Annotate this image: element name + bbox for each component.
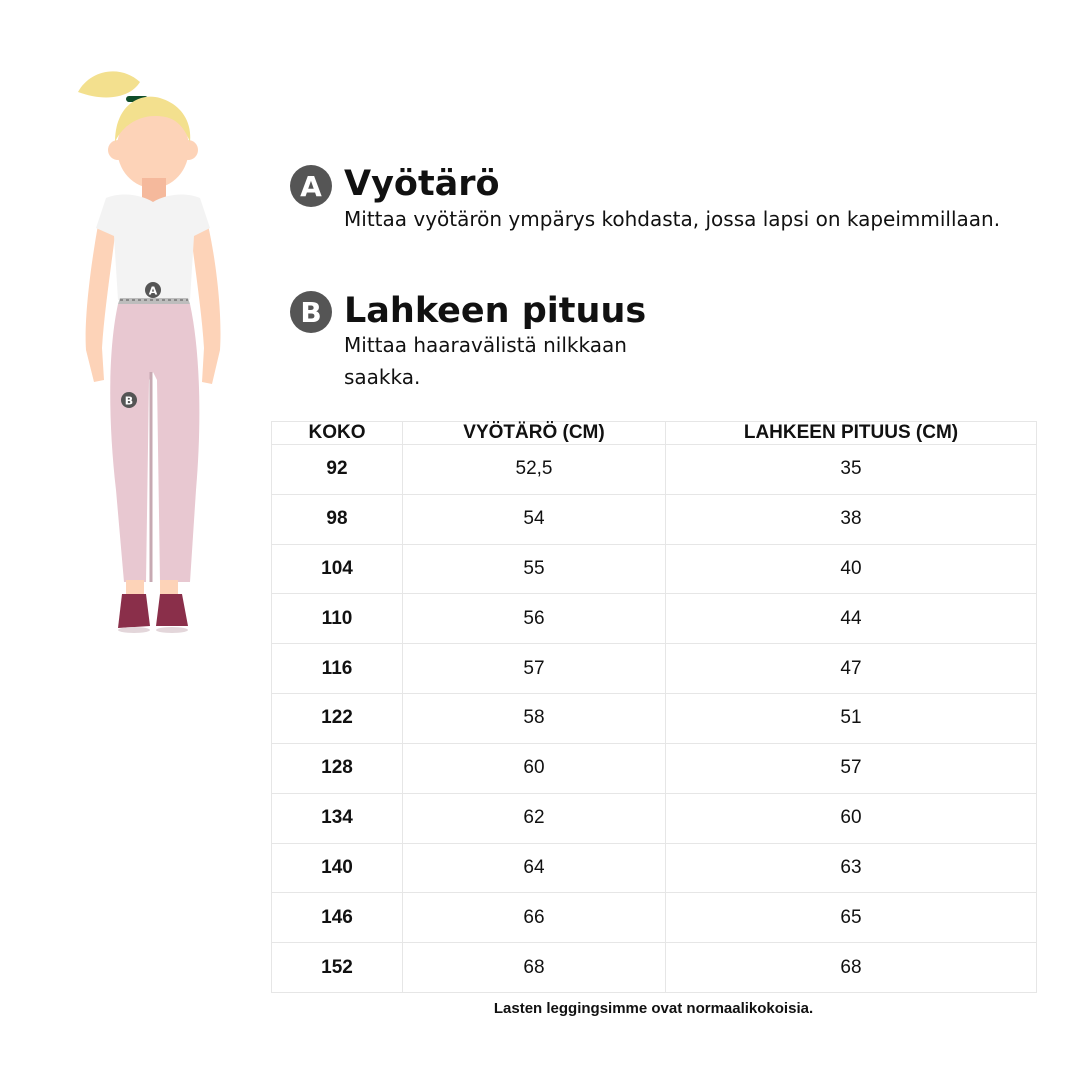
badge-a: A bbox=[290, 165, 332, 207]
left-ankle bbox=[126, 580, 144, 594]
table-row bbox=[272, 793, 1037, 843]
cell-waist: 64 bbox=[403, 843, 666, 893]
table-row bbox=[272, 893, 1037, 943]
table-row bbox=[272, 445, 1037, 495]
waist-heading: Vyötärö bbox=[344, 164, 500, 204]
cell-size: 116 bbox=[272, 644, 403, 694]
table-row bbox=[272, 544, 1037, 594]
cell-waist: 66 bbox=[403, 893, 666, 943]
table-row bbox=[272, 943, 1037, 993]
right-ankle bbox=[160, 580, 178, 594]
cell-size: 92 bbox=[272, 445, 403, 495]
cell-leg-length: 47 bbox=[666, 644, 1037, 694]
left-shoe-sole bbox=[118, 627, 150, 633]
cell-waist: 68 bbox=[403, 943, 666, 993]
cell-waist: 62 bbox=[403, 793, 666, 843]
right-shoe bbox=[156, 594, 188, 626]
table-row bbox=[272, 843, 1037, 893]
footnote: Lasten leggingsimme ovat normaalikokoisia. bbox=[493, 1000, 814, 1017]
leg-length-description-line-2: saakka. bbox=[344, 365, 421, 389]
child-figure-illustration bbox=[60, 60, 250, 650]
cell-size: 146 bbox=[272, 893, 403, 943]
child-figure-svg bbox=[60, 60, 250, 650]
cell-leg-length: 68 bbox=[666, 943, 1037, 993]
waist-description: Mittaa vyötärön ympärys kohdasta, jossa lapsi on kapeimmillaan. bbox=[344, 207, 1001, 231]
table-row bbox=[272, 594, 1037, 644]
cell-size: 152 bbox=[272, 943, 403, 993]
cell-size: 134 bbox=[272, 793, 403, 843]
header-leg-length: LAHKEEN PITUUS (CM) bbox=[666, 422, 1037, 445]
cell-size: 140 bbox=[272, 843, 403, 893]
cell-size: 122 bbox=[272, 694, 403, 744]
waist-marker-label: A bbox=[148, 284, 158, 298]
left-arm bbox=[86, 225, 115, 382]
header-size: KOKO bbox=[272, 422, 403, 445]
table-header-row bbox=[272, 422, 1037, 445]
leg-length-description-line-1: Mittaa haaravälistä nilkkaan bbox=[344, 333, 627, 357]
cell-leg-length: 51 bbox=[666, 694, 1037, 744]
cell-waist: 55 bbox=[403, 544, 666, 594]
waistband bbox=[118, 298, 190, 304]
cell-waist: 57 bbox=[403, 644, 666, 694]
leg-marker-label: B bbox=[124, 394, 134, 408]
cell-waist: 60 bbox=[403, 743, 666, 793]
table-row bbox=[272, 644, 1037, 694]
left-shoe bbox=[118, 594, 150, 628]
size-table bbox=[271, 421, 1037, 993]
table-row bbox=[272, 743, 1037, 793]
cell-waist: 58 bbox=[403, 694, 666, 744]
cell-waist: 56 bbox=[403, 594, 666, 644]
cell-leg-length: 38 bbox=[666, 494, 1037, 544]
table-row bbox=[272, 694, 1037, 744]
cell-leg-length: 63 bbox=[666, 843, 1037, 893]
leg-length-heading: Lahkeen pituus bbox=[344, 291, 647, 331]
right-shoe-sole bbox=[156, 627, 188, 633]
cell-size: 110 bbox=[272, 594, 403, 644]
cell-leg-length: 44 bbox=[666, 594, 1037, 644]
cell-size: 98 bbox=[272, 494, 403, 544]
ponytail bbox=[78, 71, 140, 97]
cell-leg-length: 60 bbox=[666, 793, 1037, 843]
leg-length-description bbox=[344, 329, 627, 393]
cell-waist: 52,5 bbox=[403, 445, 666, 495]
header-waist: VYÖTÄRÖ (CM) bbox=[403, 422, 666, 445]
leggings bbox=[110, 304, 199, 582]
cell-leg-length: 40 bbox=[666, 544, 1037, 594]
cell-size: 128 bbox=[272, 743, 403, 793]
cell-leg-length: 65 bbox=[666, 893, 1037, 943]
cell-waist: 54 bbox=[403, 494, 666, 544]
cell-leg-length: 57 bbox=[666, 743, 1037, 793]
cell-size: 104 bbox=[272, 544, 403, 594]
badge-b: B bbox=[290, 291, 332, 333]
cell-leg-length: 35 bbox=[666, 445, 1037, 495]
table-row bbox=[272, 494, 1037, 544]
